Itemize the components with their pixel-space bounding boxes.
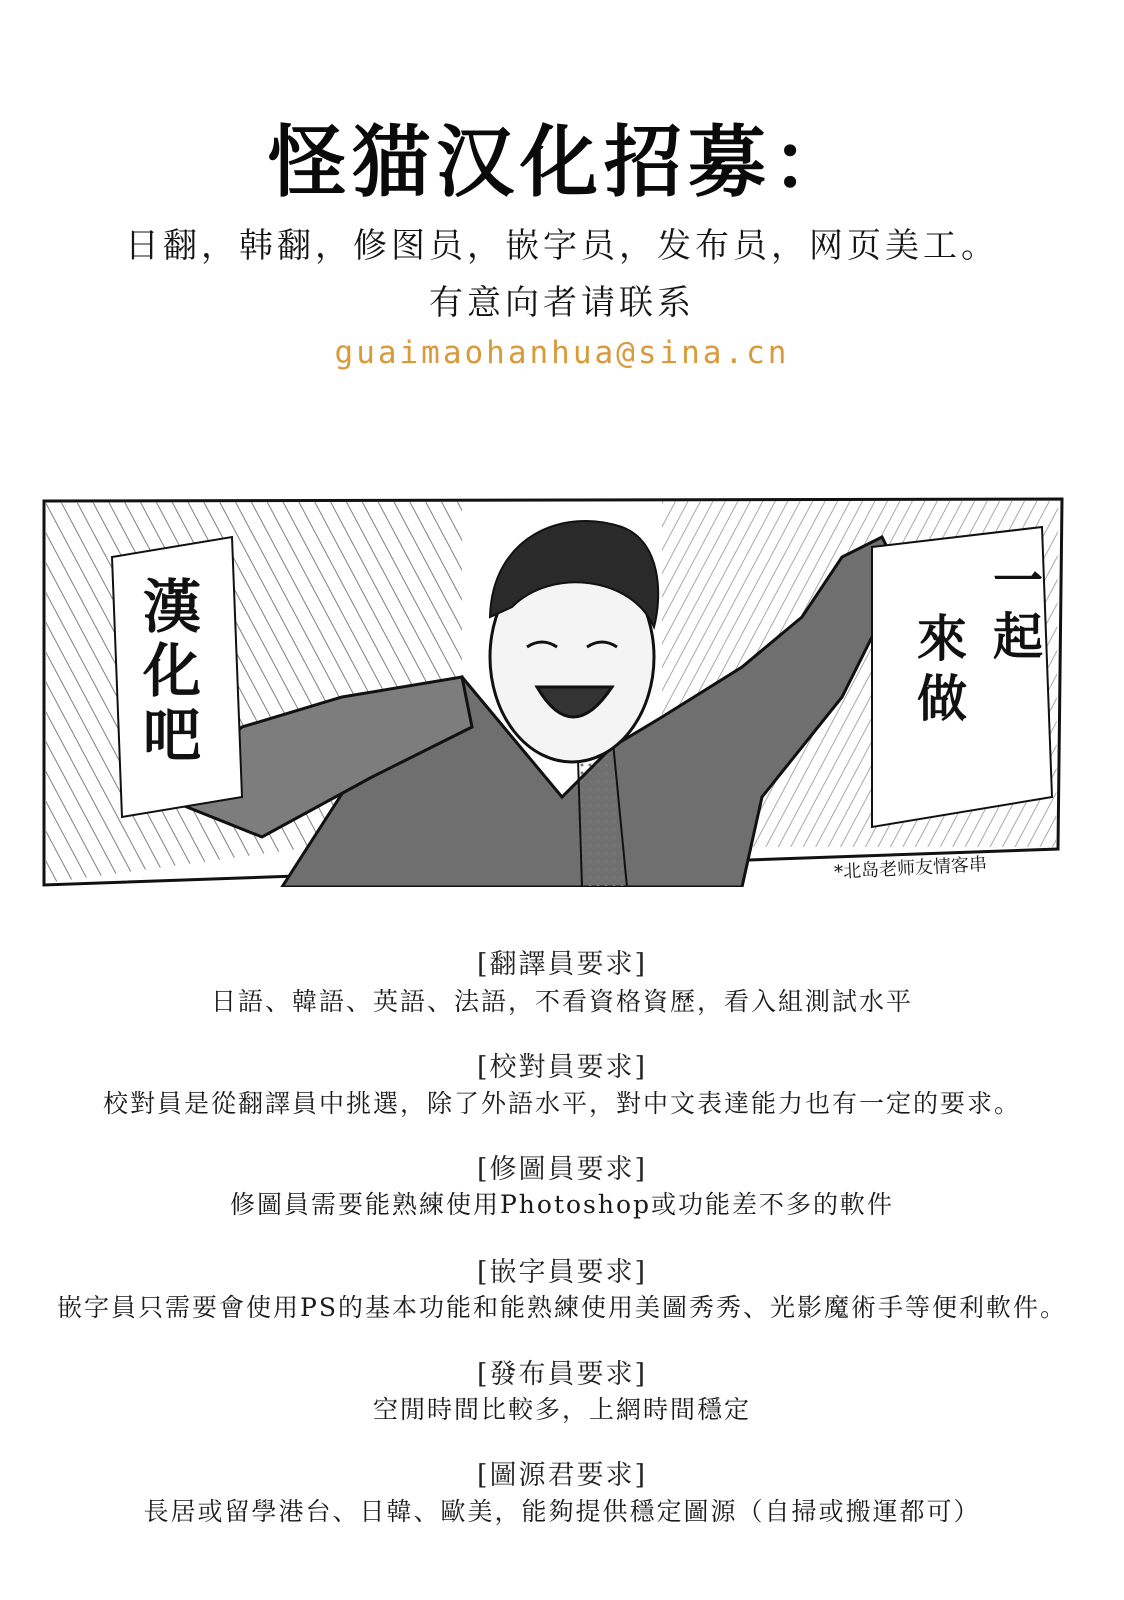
req-text: 修圖員需要能熟練使用Photoshop或功能差不多的軟件 [229,1190,895,1219]
recruitment-title: 怪猫汉化招募： [267,117,856,208]
panel-credit: *北岛老师友情客串 [833,854,988,883]
bubble-right-char: 一 [993,551,1043,610]
req-heading: [修圖員要求] [476,1154,648,1185]
req-heading: [校對員要求] [476,1052,648,1083]
contact-prompt: 有意向者请联系 [429,283,695,323]
contact-email[interactable]: guaimaohanhua@sina.cn [334,335,790,371]
positions-line: 日翻，韩翻，修图员，嵌字员，发布员，网页美工。 [125,226,999,266]
req-text: 日語、韓語、英語、法語，不看資格資歷，看入組測試水平 [210,987,913,1016]
req-text: 空閒時間比較多，上網時間穩定 [372,1395,751,1424]
req-heading: [發布員要求] [476,1359,648,1390]
req-heading: [圖源君要求] [476,1460,648,1491]
bubble-left-char: 化 [142,637,201,705]
bubble-right-char: 起 [993,607,1043,666]
bubble-right-char: 做 [917,669,967,728]
manga-panel [42,497,1066,887]
bubble-left-char: 漢 [142,573,201,641]
bubble-right-col2 [912,609,972,729]
bubble-left-char: 吧 [142,701,201,769]
req-heading: [翻譯員要求] [476,949,648,980]
req-text: 校對員是從翻譯員中挑選，除了外語水平，對中文表達能力也有一定的要求。 [102,1089,1021,1118]
bubble-left-text [137,575,207,767]
bubble-right-char: 來 [917,609,967,668]
bubble-right-col1 [988,553,1048,665]
req-text: 長居或留學港台、日韓、歐美，能夠提供穩定圖源（自掃或搬運都可） [143,1497,981,1526]
req-text: 嵌字員只需要會使用PS的基本功能和能熟練使用美圖秀秀、光影魔術手等便利軟件。 [57,1293,1067,1322]
req-heading: [嵌字員要求] [476,1257,648,1288]
